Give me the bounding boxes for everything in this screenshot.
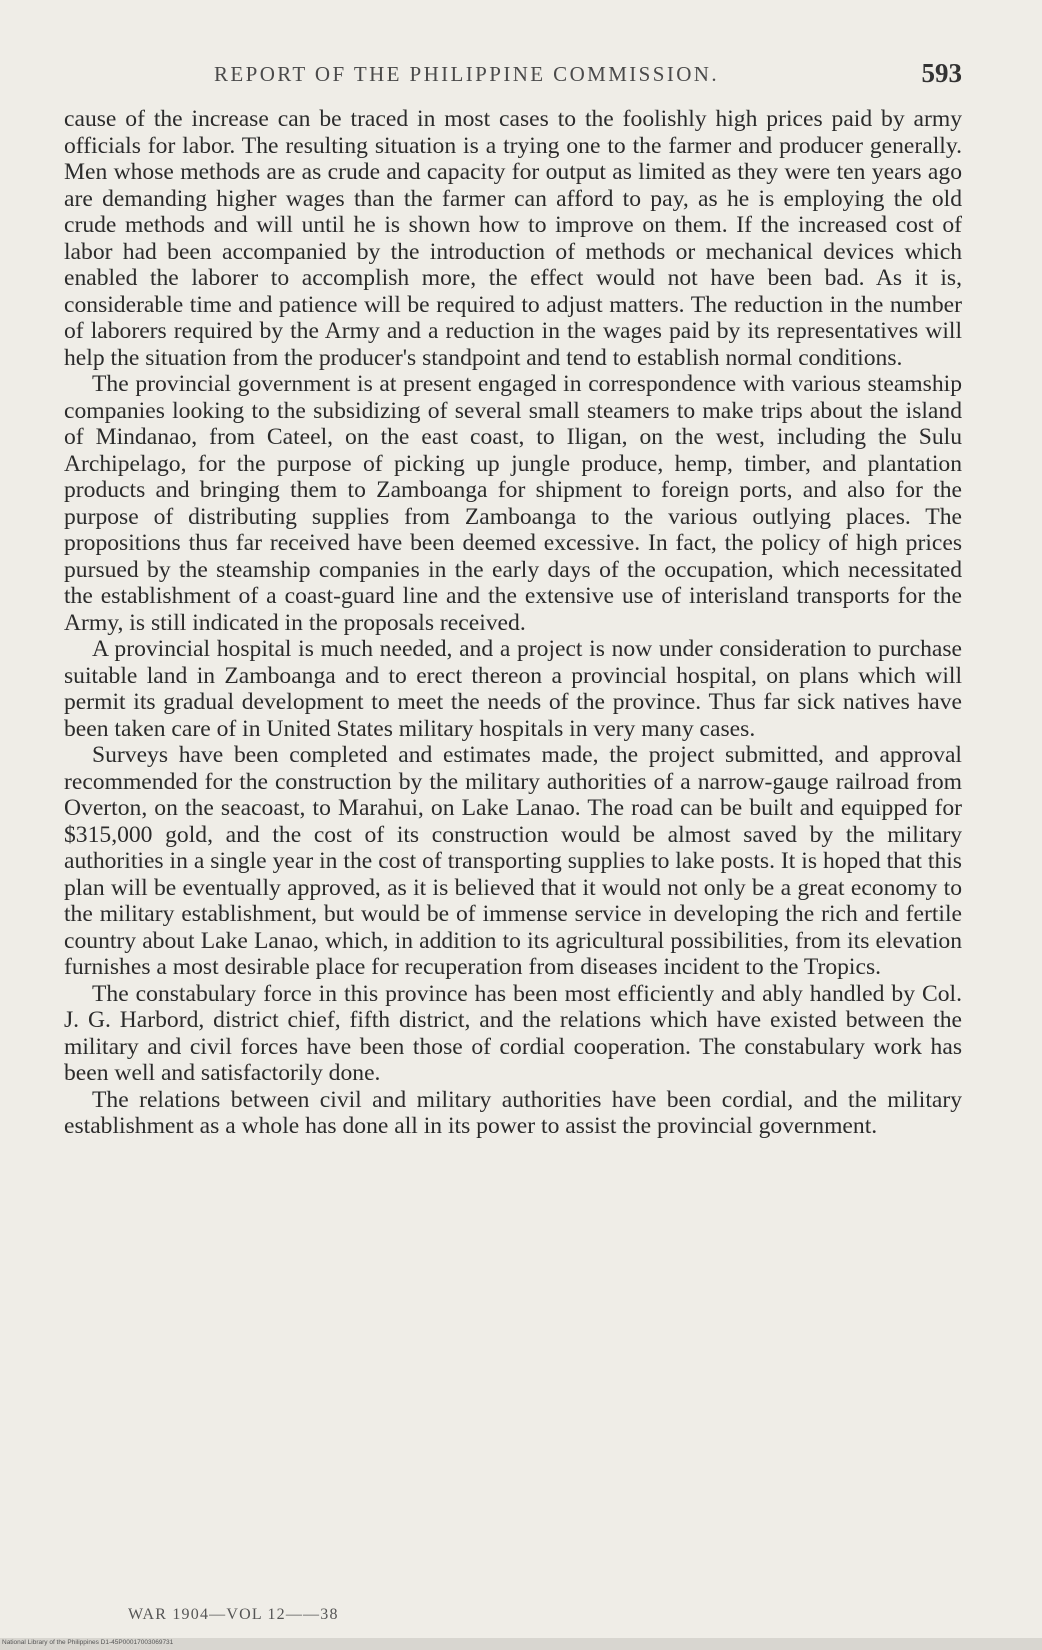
report-title: REPORT OF THE PHILIPPINE COMMISSION. bbox=[214, 62, 720, 86]
paragraph-hospital: A provincial hospital is much needed, and a project is now under consideration to purchase suitable land in Zamboanga and to erect thereon a provincial hospital, on plans which will permit its gradual development to meet the needs of the province. Thus far sick natives have been taken care of in United States military hospitals in very many cases. bbox=[64, 636, 962, 742]
paragraph-labor-costs: cause of the increase can be traced in most cases to the foolishly high prices paid by army officials for labor. The resulting situation is a trying one to the farmer and producer generally. Men whose methods are as crude and capacity for output as limited as they were ten years ago are demanding higher wages than the farmer can afford to pay, as he is employing the old crude methods and will until he is shown how to improve on them. If the increased cost of labor had been accompanied by the introduction of methods or mechanical devices which enabled the laborer to accomplish more, the effect would not have been bad. As it is, considerable time and patience will be required to adjust matters. The reduction in the number of laborers required by the Army and a reduction in the wages paid by its representatives will help the situation from the producer's standpoint and tend to establish normal conditions. bbox=[64, 106, 962, 371]
paragraph-constabulary: The constabulary force in this province has been most efficiently and ably handled by Col. J. G. Harbord, district chief, fifth district, and the relations which have existed between the military and civil forces have been those of cordial cooperation. The constabulary work has been well and satisfactorily done. bbox=[64, 980, 962, 1086]
page-number: 593 bbox=[921, 58, 962, 88]
paragraph-relations: The relations between civil and military authorities have been cordial, and the military establishment as a whole has done all in its power to assist the provincial government. bbox=[64, 1086, 962, 1139]
paragraph-railroad: Surveys have been completed and estimates made, the project submitted, and approval recommended for the construction by the military authorities of a narrow-gauge railroad from Overton, on the seacoast, to Marahui, on Lake Lanao. The road can be built and equipped for $315,000 gold, and the cost of its construction would be almost saved by the military authorities in a single year in the cost of transporting supplies to lake posts. It is hoped that this plan will be eventually approved, as it is believed that it would not only be a great economy to the military establishment, but would be of immense service in developing the rich and fertile country about Lake Lanao, which, in addition to its agricultural possibilities, from its elevation furnishes a most desirable place for recuperation from diseases incident to the Tropics. bbox=[64, 742, 962, 980]
scan-footer bbox=[0, 1638, 1042, 1650]
running-header bbox=[214, 58, 962, 90]
body-text bbox=[64, 106, 962, 1140]
footer-credit: National Library of the Philippines D1-45P00017003069731 bbox=[2, 1639, 174, 1646]
signature-line: WAR 1904—VOL 12——38 bbox=[128, 1606, 339, 1623]
paragraph-steamship: The provincial government is at present engaged in correspondence with various steamship companies looking to the subsidizing of several small steamers to make trips about the island of Mindanao, from Cateel, on the east coast, to Iligan, on the west, including the Sulu Archipelago, for the purpose of picking up jungle produce, hemp, timber, and plantation products and bringing them to Zamboanga for shipment to foreign ports, and also for the purpose of distributing supplies from Zamboanga to the various outlying places. The propositions thus far received have been deemed excessive. In fact, the policy of high prices pursued by the steamship companies in the early days of the occupation, which necessitated the establishment of a coast-guard line and the extensive use of interisland transports for the Army, is still indicated in the proposals received. bbox=[64, 371, 962, 636]
